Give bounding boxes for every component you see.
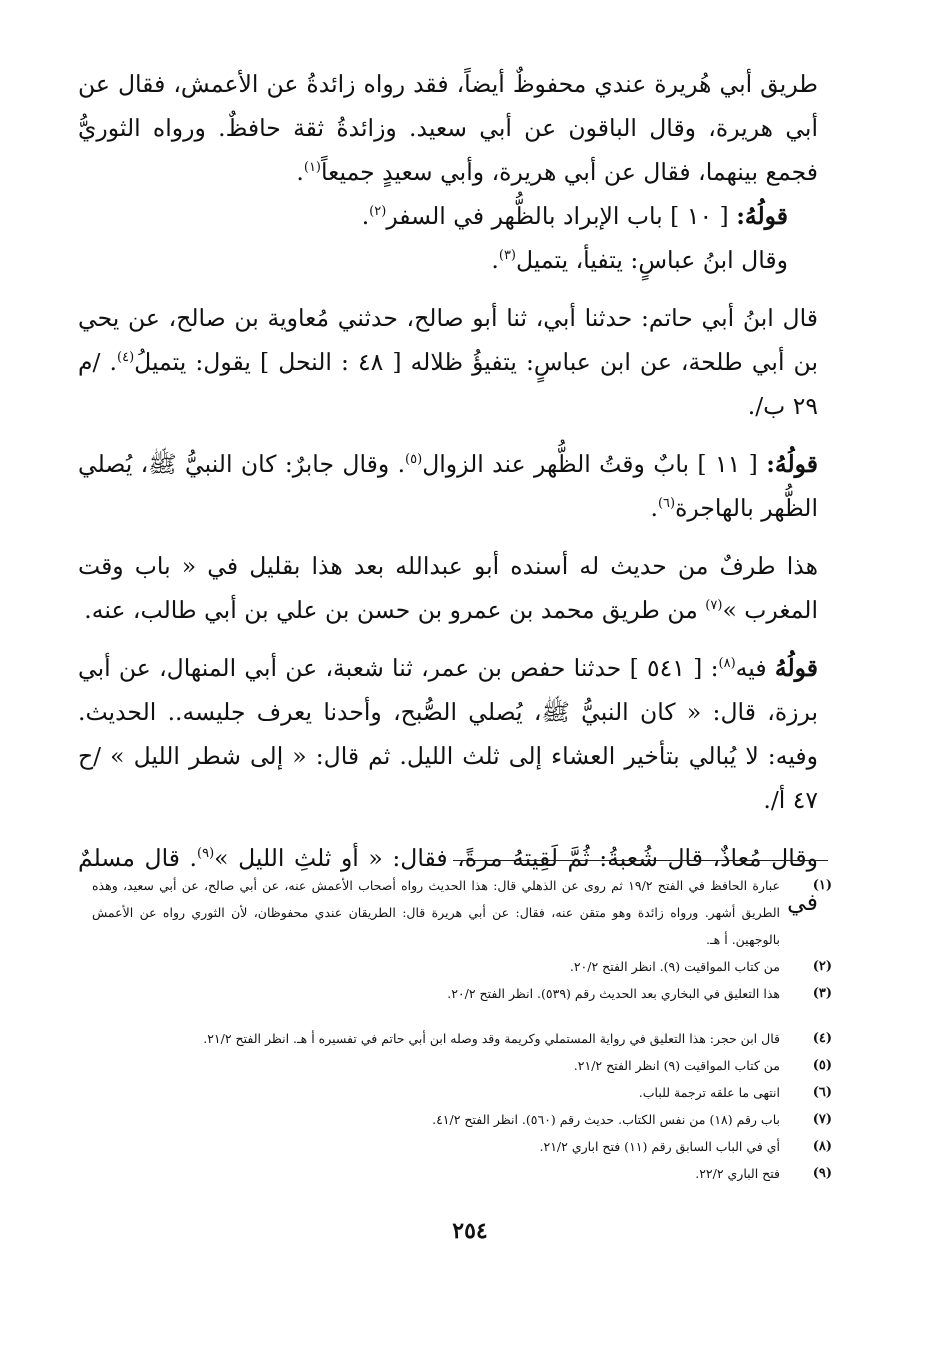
paragraph-7 [78,646,818,822]
footnote-text: قال ابن حجر: هذا التعليق في رواية المستملي وكريمة وقد وصله ابن أبي حاتم في تفسيره أ هـ. انظر الفتح ٢١/٢. [203,1031,780,1046]
footnote-6 [92,1079,832,1106]
footnote-4 [92,1025,832,1052]
footnote-number: (٧) [812,1112,832,1127]
paragraph-6 [78,544,818,632]
paragraph-2 [78,194,818,238]
footnote-ref[interactable]: (٦) [657,496,676,512]
footnote-9 [92,1160,832,1187]
footnote-text: أي في الباب السابق رقم (١١) فتح اباري ٢١/٢. [539,1139,780,1154]
footnote-text: هذا التعليق في البخاري بعد الحديث رقم (٥٣٩). انظر الفتح ٢٠/٢. [447,986,780,1001]
footnote-number: (٩) [812,1166,832,1181]
footnote-ref[interactable]: (٤) [117,350,135,366]
paragraph-tail: . [650,494,658,522]
footnote-text: عبارة الحافظ في الفتح ١٩/٢ ثم روى عن الذهلي قال: هذا الحديث رواه أصحاب الأعمش عنه، عن أبي صالح، عن أبي سعيد، وهذه الطريق أشهر. ورواه زائدة وهو متقن عنه، فقال: عن أبي هريرة قال: الطريقان عندي محفوظان، لأن الثوري رواه عن الأعمش بالوجهين. أ هـ. [92,878,780,947]
footnote-ref[interactable]: (١) [303,160,321,176]
footnote-number: (٣) [812,986,832,1001]
footnote-5 [92,1052,832,1079]
footnote-ref[interactable]: (٩) [197,846,215,862]
footnote-number: (١) [812,878,832,893]
footnote-text: فتح الباري ٢٢/٢. [695,1166,780,1181]
footnote-ref[interactable]: (٣) [498,248,516,264]
footnote-1 [92,872,832,953]
paragraph-tail: من طريق محمد بن عمرو بن حسن بن علي بن أبي طالب، عنه. [84,596,706,624]
paragraph-tail: . قال مسلمٌ في [78,844,818,916]
footnote-number: (٥) [812,1058,832,1073]
footnote-text: باب رقم (١٨) من نفس الكتاب. حديث رقم (٥٦٠). انظر الفتح ٤١/٢. [432,1112,780,1127]
footnote-number: (٨) [812,1139,832,1154]
paragraph-tail: . /م ٢٩ ب/. [78,348,818,420]
footnote-number: (٦) [812,1085,832,1100]
paragraph-4 [78,296,818,428]
footnote-ref[interactable]: (٢) [369,204,387,220]
footnote-gap [92,1007,832,1025]
footnotes [92,872,832,1187]
footnote-3 [92,980,832,1007]
paragraph-tail: . [491,246,499,274]
footnote-number: (٤) [812,1031,832,1046]
paragraph-text: وقال مُعاذٌ، قال شُعبةُ: ثُمَّ لَقِيتهُ مرةً، فقال: « أو ثلثِ الليل » [214,844,818,872]
footnote-8 [92,1133,832,1160]
footnote-divider [453,860,828,861]
paragraph-text: وقال ابنُ عباسٍ: يتفيأ، يتميل [516,246,788,274]
footnote-ref[interactable]: (٥) [405,452,423,468]
footnote-text: من كتاب المواقيت (٩) انظر الفتح ٢١/٢. [573,1058,780,1073]
footnote-text: من كتاب المواقيت (٩). انظر الفتح ٢٠/٢. [569,959,780,974]
paragraph-text: هذا طرفٌ من حديث له أسنده أبو عبدالله بعد هذا بقليل في « باب وقت المغرب » [78,552,818,624]
page-number: ٢٥٤ [452,1218,488,1244]
paragraph-text: [ ١١ ] بابٌ وقتُ الظُّهر عند الزوال [422,450,767,478]
paragraph-text: [ ١٠ ] باب الإبراد بالظُّهر في السفر [386,202,737,230]
footnote-2 [92,953,832,980]
paragraph-text: فيه [735,654,775,682]
paragraph-tail: . وقال جابرٌ: كان النبيُّ ﷺ، يُصلي الظُّهر بالهاجرة [78,450,818,522]
paragraph-tail: . [361,202,370,230]
paragraph-5 [78,442,818,530]
lead-word: قولُهُ: [736,202,788,230]
footnote-text: انتهى ما علقه ترجمة للباب. [638,1085,780,1100]
main-text [78,62,818,924]
paragraph-text: قال ابنُ أبي حاتم: حدثنا أبي، ثنا أبو صالح، حدثني مُعاوية بن صالح، عن يحي بن أبي طلحة، عن ابن عباسٍ: يتفيؤُ ظلاله [ ٤٨ : النحل ] يقول: يتميلُ [78,304,818,376]
footnote-ref[interactable]: (٨) [718,656,736,672]
paragraph-1 [78,62,818,194]
paragraph-text: طريق أبي هُريرة عندي محفوظٌ أيضاً، فقد رواه زائدةُ عن الأعمش، فقال عن أبي هريرة، وقال الباقون عن أبي سعيد. وزائدةُ ثقة حافظٌ. ورواه الثوريُّ فجمع بينهما، فقال عن أبي هريرة، وأبي سعيدٍ جميعاً [78,70,818,186]
footnote-number: (٢) [812,959,832,974]
paragraph-3 [78,238,818,282]
lead-word: قولُهُ [774,654,818,682]
footnote-ref[interactable]: (٧) [705,598,723,614]
footnote-7 [92,1106,832,1133]
lead-word: قولُهُ: [766,450,818,478]
paragraph-tail: : [ ٥٤١ ] حدثنا حفص بن عمر، ثنا شعبة، عن أبي المنهال، عن أبي برزة، قال: « كان النبيُّ ﷺ، يُصلي الصُّبح، وأحدنا يعرف جليسه.. الحديث. وفيه: لا يُبالي بتأخير العشاء إلى ثلث الليل. ثم قال: « إلى شطر الليل » /ح ٤٧ أ/. [78,654,818,814]
paragraph-tail: . [296,158,304,186]
